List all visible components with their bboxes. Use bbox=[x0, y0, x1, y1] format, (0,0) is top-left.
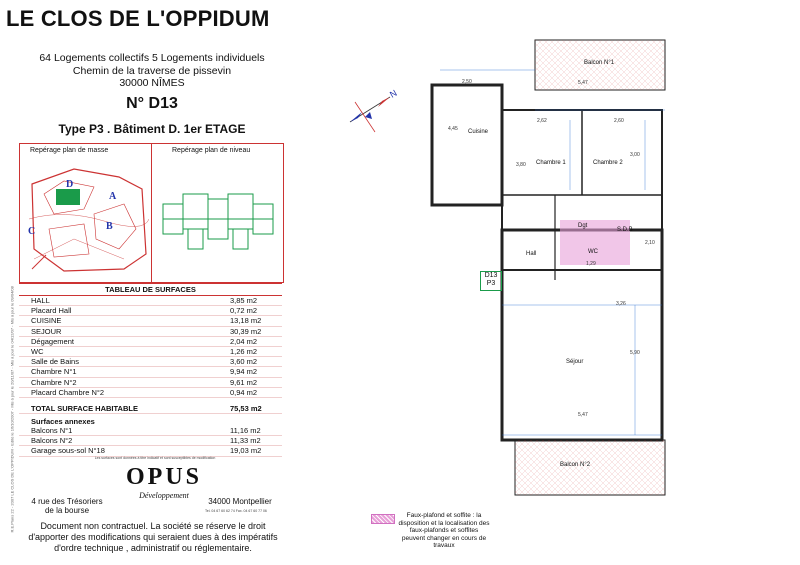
legend-swatch bbox=[371, 514, 395, 524]
table-row: Dégagement 2,04 m2 bbox=[19, 337, 282, 347]
table-row: Salle de Bains 3,60 m2 bbox=[19, 357, 282, 367]
type-line: Type P3 . Bâtiment D. 1er ETAGE bbox=[58, 122, 246, 136]
table-row: HALL 3,85 m2 bbox=[19, 296, 282, 306]
building-b-label: B bbox=[106, 221, 113, 232]
dim-label: 4,45 bbox=[448, 126, 458, 132]
dim-label: 5,47 bbox=[578, 80, 588, 86]
table-row: Garage sous-sol N°18 19,03 m2 bbox=[19, 446, 282, 456]
room-dgt: Dgt bbox=[578, 223, 588, 229]
dim-label: 2,10 bbox=[645, 240, 655, 246]
logo-name: OPUS bbox=[126, 464, 203, 490]
project-subtitle bbox=[20, 52, 284, 90]
dim-label: 2,62 bbox=[537, 118, 547, 124]
room-sejour: Séjour bbox=[566, 359, 584, 365]
surfaces-header: TABLEAU DE SURFACES bbox=[19, 283, 282, 296]
lot-tag: D13 P3 bbox=[480, 271, 502, 291]
dim-label: 2,50 bbox=[462, 79, 472, 85]
table-row: CUISINE 13,18 m2 bbox=[19, 316, 282, 326]
address-right: 34000 Montpellier bbox=[208, 497, 272, 506]
side-text: R.E.Plans 22 - 2007 LE CLOS DE L'OPPIDUM - Edité le 16/10/2007 - Mis à jour le 20/11/07 - Mis à jour le 04/12/07 - Mis à jour le 09/04/08 bbox=[9, 286, 15, 533]
floor-plan bbox=[420, 30, 680, 510]
room-sdb: S.D.B bbox=[617, 227, 633, 233]
building-d-label: D bbox=[66, 179, 74, 190]
building-c-label: C bbox=[28, 226, 36, 237]
logo-tagline: Développement bbox=[139, 491, 189, 500]
masse-label: Repérage plan de masse bbox=[30, 147, 109, 154]
room-hall: Hall bbox=[526, 251, 537, 257]
room-cuisine: Cuisine bbox=[468, 129, 489, 135]
building-a-label: A bbox=[109, 191, 117, 202]
compass-n: N bbox=[388, 87, 399, 100]
total-row: TOTAL SURFACE HABITABLE 75,53 m2 bbox=[19, 404, 282, 414]
niveau-label: Repérage plan de niveau bbox=[172, 147, 251, 154]
table-row: WC 1,26 m2 bbox=[19, 347, 282, 357]
annexes-header: Surfaces annexes bbox=[31, 417, 95, 426]
dim-label: 3,80 bbox=[516, 162, 526, 168]
dim-label: 5,90 bbox=[630, 350, 640, 356]
opus-logo bbox=[126, 464, 202, 500]
site-plan-map bbox=[24, 159, 149, 277]
page-title: LE CLOS DE L'OPPIDUM bbox=[6, 6, 270, 31]
table-row: Chambre N°1 9,94 m2 bbox=[19, 367, 282, 377]
dim-label: 5,47 bbox=[578, 412, 588, 418]
table-row: SEJOUR 30,39 m2 bbox=[19, 327, 282, 337]
table-row: Balcons N°1 11,16 m2 bbox=[19, 426, 282, 436]
side-text-strip bbox=[2, 60, 14, 540]
table-row: Placard Chambre N°2 0,94 m2 bbox=[19, 388, 282, 398]
subtitle-line: 30000 NÎMES bbox=[119, 77, 185, 89]
small-note: Les surfaces sont données à titre indicatif et sont susceptibles de modification bbox=[94, 456, 216, 460]
annexes-table bbox=[19, 417, 282, 457]
disclaimer: Document non contractuel. La société se réserve le droit d'apporter des modifications qui seraient dues à des impératifs d'ordre technique , administratif ou réglementaire. bbox=[28, 521, 278, 553]
room-chambre1: Chambre 1 bbox=[536, 160, 566, 166]
table-row: Balcons N°2 11,33 m2 bbox=[19, 436, 282, 446]
reperage-box bbox=[19, 143, 284, 283]
dim-label: 2,60 bbox=[614, 118, 624, 124]
legend-text: Faux-plafond et soffite : la disposition et la localisation des faux-plafonds et soffites peuvent changer en cours de travaux bbox=[398, 512, 490, 549]
table-row: Placard Hall 0,72 m2 bbox=[19, 306, 282, 316]
table-row: Chambre N°2 9,61 m2 bbox=[19, 378, 282, 388]
surfaces-table bbox=[19, 283, 282, 414]
room-balcon1: Balcon N°1 bbox=[584, 60, 615, 66]
contact-info: Tel. 04 67 60 62 74 Fax. 04 67 60 77 06 bbox=[205, 509, 267, 513]
subtitle-line: Chemin de la traverse de pissevin bbox=[72, 64, 232, 77]
room-balcon2: Balcon N°2 bbox=[560, 462, 591, 468]
lot-number: N° D13 bbox=[126, 95, 178, 112]
compass-icon bbox=[330, 82, 410, 142]
dim-label: 3,26 bbox=[616, 301, 626, 307]
dim-label: 3,00 bbox=[630, 152, 640, 158]
room-chambre2: Chambre 2 bbox=[593, 160, 623, 166]
divider bbox=[151, 144, 152, 282]
subtitle-line: 64 Logements collectifs 5 Logements individuels bbox=[39, 52, 265, 64]
dim-label: 1,29 bbox=[586, 261, 596, 267]
level-plan-map bbox=[158, 184, 278, 264]
room-wc: WC bbox=[588, 249, 598, 255]
address-left: 4 rue des Trésoriers de la bourse bbox=[31, 497, 103, 515]
